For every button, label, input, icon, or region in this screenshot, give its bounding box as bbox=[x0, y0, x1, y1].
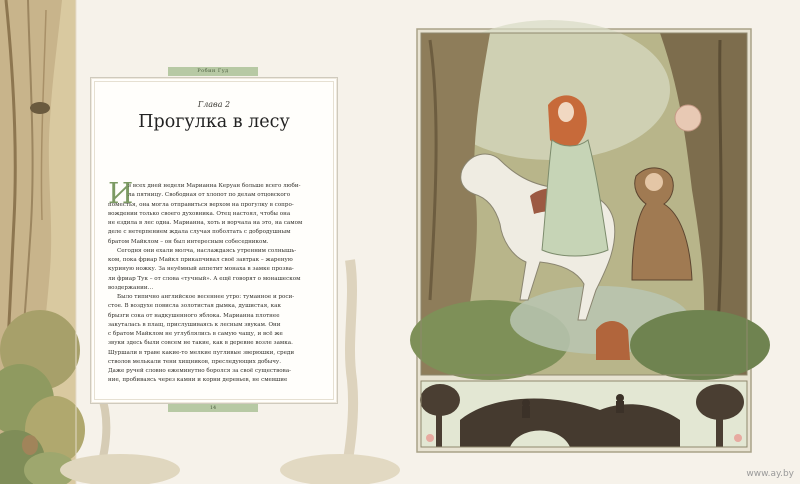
text-line: з всех дней недели Марианна Керуан больше всего люби- bbox=[128, 183, 301, 189]
text-panel bbox=[90, 77, 338, 404]
forest-illustration bbox=[400, 0, 800, 484]
text-line: ние, пробиваясь через камни и корни деревьев, не смевшие bbox=[108, 377, 288, 384]
text-line: брызги сока от надкушенного яблока. Марианна плотнее bbox=[108, 312, 280, 319]
paragraph bbox=[108, 182, 325, 201]
right-page bbox=[400, 0, 800, 484]
chapter-body bbox=[108, 176, 325, 386]
text-line: вождении только своего духовника. Отец настоял, чтобы она bbox=[108, 210, 291, 217]
page-number: 14 bbox=[168, 404, 258, 412]
text-line: звуки здесь были совсем не такие, как в деревне возле замка. bbox=[108, 340, 293, 347]
chapter-label: Глава 2 bbox=[197, 100, 231, 109]
text-line: Шуршали в траве какие-то мелкие пугливые зверюшки, среди bbox=[108, 349, 295, 356]
text-line: куриную ножку. За неуёмный аппетит монаха в замке прозва- bbox=[108, 266, 294, 273]
paragraph bbox=[108, 247, 325, 293]
text-line: Даже ручей словно ежеминутно боролся за своё существова- bbox=[108, 368, 292, 374]
paragraph bbox=[108, 293, 325, 386]
text-line: ла пятницу. Свободная от хлопот по делам отцовского bbox=[128, 192, 291, 199]
text-line: воздержании… bbox=[108, 284, 154, 291]
text-line: деле с нетерпением ждала случая поболтать с добродушным bbox=[108, 229, 291, 236]
text-line: стое. В воздухе повисла золотистая дымка, душистая, как bbox=[108, 303, 281, 310]
text-line: Было типично английское весеннее утро: туманное и роси- bbox=[117, 294, 295, 300]
text-line: стволов мелькали тени хищников, преследующих добычу. bbox=[108, 358, 281, 365]
text-line: ком, пока фриар Майкл прикапчивал своё завтрак – жареную bbox=[108, 257, 293, 263]
drop-cap: И bbox=[108, 176, 134, 210]
watermark: www.ay.by bbox=[746, 469, 794, 479]
text-line: не ездила в лес одна. Марианна, хоть и ворчала на это, на самом bbox=[108, 220, 303, 226]
running-header: Робин Гуд bbox=[168, 67, 258, 76]
paragraph bbox=[108, 201, 325, 247]
text-line: поместья, она могла отправиться верхом на прогулку в сопро- bbox=[108, 201, 294, 208]
chapter-title: Прогулка в лесу bbox=[138, 112, 290, 132]
text-line: Сегодня они ехали молча, наслаждаясь утренним солнышь- bbox=[117, 247, 297, 254]
text-line: ли фриар Тук – от слова «тучный». А ещё говорят о монашеском bbox=[108, 275, 301, 282]
text-line: с братом Майклом не углублялись в самую чащу, и всё же bbox=[108, 331, 283, 337]
text-line: братом Майклом – он был интересным собеседником. bbox=[108, 238, 269, 245]
text-line: закуталась в плащ, прислушиваясь к лесным звукам. Они bbox=[108, 321, 281, 328]
